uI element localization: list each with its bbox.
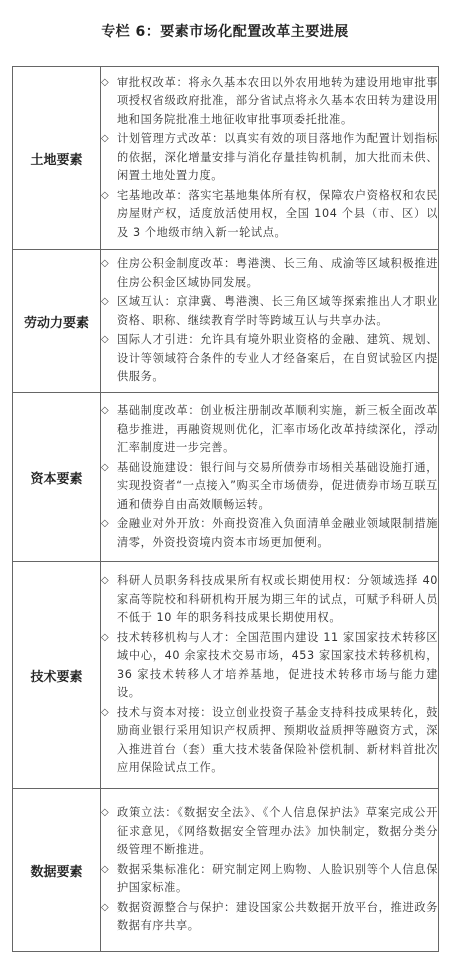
list-item xyxy=(101,804,438,860)
list-item xyxy=(101,629,438,703)
list-item xyxy=(101,130,438,186)
list-item-text: 国际人才引进：允许具有境外职业资格的金融、建筑、规划、设计等领域符合条件的专业人才经备案后，在自贸试验区内提供服务。 xyxy=(117,333,438,384)
category-content xyxy=(101,562,439,789)
list-item xyxy=(101,459,438,515)
diamond-outline-icon: ◇ xyxy=(101,405,110,416)
diamond-outline-icon: ◇ xyxy=(101,189,110,201)
list-item-text: 宅基地改革：落实宅基地集体所有权，保障农户资格权和农民房屋财产权，适度放活使用权，全国 104 个县（市、区）以及 3 个地级市纳入新一轮试点。 xyxy=(117,188,438,239)
diamond-outline-icon: ◇ xyxy=(101,518,110,529)
list-item xyxy=(101,402,438,458)
list-item xyxy=(101,861,438,898)
list-item-text: 审批权改革：将永久基本农田以外农用地转为建设用地审批事项授权省级政府批准，部分省试点将永久基本农田转为建设用地和国务院批准土地征收审批事项委托批准。 xyxy=(117,75,438,126)
diamond-outline-icon: ◇ xyxy=(101,631,110,643)
list-item-text: 基础设施建设：银行间与交易所债券市场相关基础设施打通，实现投资者“一点接入”购买全市场债券，促进债券市场互联互通和债券自由高效顺畅运转。 xyxy=(117,460,438,511)
list-item xyxy=(101,515,438,552)
list-item xyxy=(101,331,438,387)
list-item-text: 科研人员职务科技成果所有权或长期使用权：分领域选择 40 家高等院校和科研机构开展为期三年的试点，可赋予科研人员不低于 10 年的职务科技成果长期使用权。 xyxy=(117,574,438,625)
table-row xyxy=(13,67,439,250)
list-item-text: 数据资源整合与保护：建设国家公共数据开放平台，推进政务数据有序共享。 xyxy=(117,900,438,933)
diamond-outline-icon: ◇ xyxy=(101,296,110,308)
list-item-text: 技术转移机构与人才：全国范围内建设 11 家国家技术转移区域中心，40 余家技术交易市场，453 家国家技术转移机构，36 家技术转移人才培养基地，促进技术转移市场与能力建设。 xyxy=(117,630,438,700)
reform-table xyxy=(12,66,439,952)
category-content xyxy=(101,789,439,952)
list-item xyxy=(101,704,438,778)
list-item xyxy=(101,187,438,243)
table-row xyxy=(13,250,439,393)
list-item-text: 政策立法：《数据安全法》、《个人信息保护法》草案完成公开征求意见，《网络数据安全管理办法》加快制定，数据分类分级管理不断推进。 xyxy=(117,806,438,857)
diamond-outline-icon: ◇ xyxy=(101,901,110,913)
list-item-text: 技术与资本对接：设立创业投资子基金支持科技成果转化，鼓励商业银行采用知识产权质押、预期收益质押等融资方式，深入推进首台（套）重大技术装备保险补偿机制、新材料首批次应用保险试点工作。 xyxy=(117,705,438,775)
list-item xyxy=(101,899,438,936)
list-item xyxy=(101,74,438,130)
table-row xyxy=(13,562,439,789)
diamond-outline-icon: ◇ xyxy=(101,575,110,587)
list-item-text: 住房公积金制度改革：粤港澳、长三角、成渝等区域积极推进住房公积金区域协同发展。 xyxy=(117,257,438,289)
category-label: 土地要素 xyxy=(13,67,101,250)
diamond-outline-icon: ◇ xyxy=(101,863,110,875)
category-label: 数据要素 xyxy=(13,789,101,952)
diamond-outline-icon: ◇ xyxy=(101,258,110,270)
category-label: 技术要素 xyxy=(13,562,101,789)
diamond-outline-icon: ◇ xyxy=(101,807,110,819)
diamond-outline-icon: ◇ xyxy=(101,461,110,473)
category-label: 劳动力要素 xyxy=(13,250,101,393)
list-item xyxy=(101,572,438,628)
table-row xyxy=(13,393,439,562)
category-content xyxy=(101,393,439,562)
category-content xyxy=(101,250,439,393)
diamond-outline-icon: ◇ xyxy=(101,334,110,346)
list-item xyxy=(101,293,438,330)
diamond-outline-icon: ◇ xyxy=(101,76,110,88)
list-item-text: 基础制度改革：创业板注册制改革顺利实施，新三板全面改革稳步推进，再融资规则优化，汇率市场化改革持续深化，浮动汇率制度进一步完善。 xyxy=(117,404,438,454)
diamond-outline-icon: ◇ xyxy=(101,133,110,145)
diamond-outline-icon: ◇ xyxy=(101,706,110,718)
list-item-text: 计划管理方式改革：以真实有效的项目落地作为配置计划指标的依据，深化增量安排与消化存量挂钩机制，加大批而未供、闲置土地处置力度。 xyxy=(117,132,438,183)
box-title: 专栏 6：要素市场化配置改革主要进展 xyxy=(101,24,349,40)
list-item-text: 金融业对外开放：外商投资准入负面清单金融业领域限制措施清零，外资投资境内资本市场更加便利。 xyxy=(117,517,438,549)
list-item-text: 区域互认：京津冀、粤港澳、长三角区域等探索推出人才职业资格、职称、继续教育学时等跨域互认与共享办法。 xyxy=(117,295,438,327)
table-row xyxy=(13,789,439,952)
category-label: 资本要素 xyxy=(13,393,101,562)
list-item xyxy=(101,255,438,292)
category-content xyxy=(101,67,439,250)
list-item-text: 数据采集标准化：研究制定网上购物、人脸识别等个人信息保护国家标准。 xyxy=(117,862,438,895)
